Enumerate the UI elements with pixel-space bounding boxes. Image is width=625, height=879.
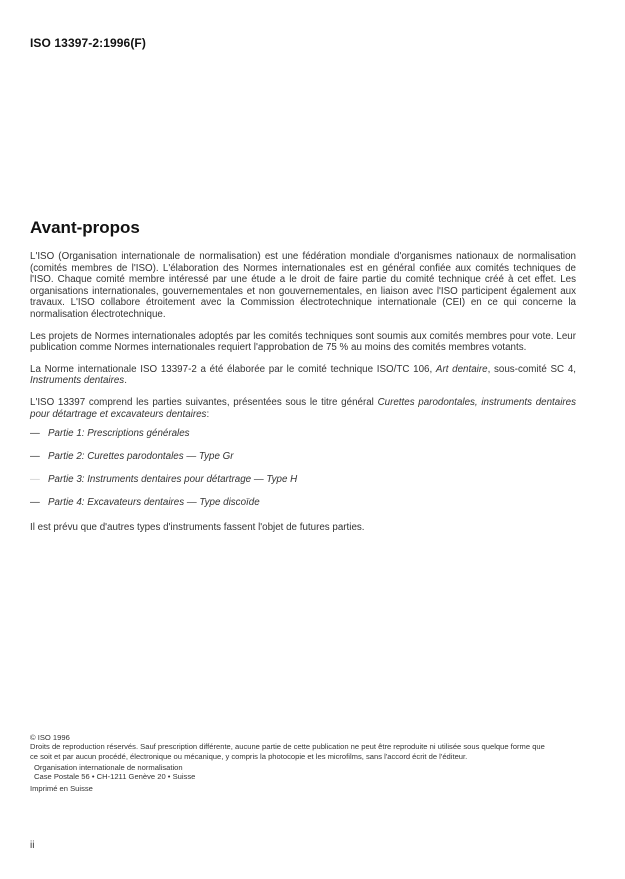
org-name: Organisation internationale de normalisation (34, 762, 183, 772)
list-dash: — (30, 497, 40, 509)
printed-in: Imprimé en Suisse (30, 784, 93, 794)
part-label: Partie 2: Curettes parodontales — Type Gr (48, 451, 234, 463)
paragraph-parts-intro (30, 397, 576, 420)
parts-intro-text: L'ISO 13397 comprend les parties suivantes, présentées sous le titre général (30, 396, 378, 408)
committee-text-2: , sous-comité SC 4, (487, 363, 576, 375)
rights-notice: Droits de reproduction réservés. Sauf prescription différente, aucune partie de cette publication ne peut être reproduite ni utilisée sous quelque forme que ce soit et par aucun procédé, électronique ou mécanique, y compris la photocopie et les microfilms, sans l'accord écrit de l'éditeur. (30, 742, 545, 761)
list-dash: — (30, 428, 40, 440)
document-header: ISO 13397-2:1996(F) (30, 36, 146, 50)
part-label: Partie 4: Excavateurs dentaires — Type discoïde (48, 497, 260, 509)
list-item (30, 428, 576, 440)
page-number: ii (30, 840, 35, 851)
parts-list (30, 428, 576, 509)
list-item (30, 497, 576, 509)
part-label: Partie 3: Instruments dentaires pour détartrage — Type H (48, 474, 298, 486)
foreword-body (30, 251, 576, 544)
paragraph-committee (30, 364, 576, 387)
list-item (30, 474, 576, 486)
list-dash: — (30, 451, 40, 463)
committee-text-1: La Norme internationale ISO 13397-2 a été élaborée par le comité technique ISO/TC 106, (30, 363, 436, 375)
section-title: Avant-propos (30, 218, 140, 237)
general-title: Curettes parodontales, instruments dentaires pour détartrage et excavateurs dentaires (30, 396, 576, 420)
committee-name: Art dentaire (435, 363, 488, 375)
org-address: Case Postale 56 • CH-1211 Genève 20 • Suisse (34, 772, 196, 782)
part-label: Partie 1: Prescriptions générales (48, 428, 190, 440)
list-item (30, 451, 576, 463)
parts-intro-colon: : (206, 408, 210, 420)
subcommittee-name: Instruments dentaires (30, 375, 125, 387)
list-dash: — (30, 474, 40, 486)
copyright-line: © ISO 1996 (30, 733, 70, 742)
paragraph-voting: Les projets de Normes internationales adoptés par les comités techniques sont soumis aux comités membres pour vote. Leur publication comme Normes internationales requiert l'approbation de 75 % au moins des comités membres votants. (30, 330, 576, 354)
committee-text-3: . (124, 375, 127, 387)
paragraph-future-parts: Il est prévu que d'autres types d'instruments fassent l'objet de futures parties. (30, 522, 365, 533)
copyright-block (30, 733, 550, 794)
paragraph-iso-intro: L'ISO (Organisation internationale de normalisation) est une fédération mondiale d'organismes nationaux de normalisation (comités membres de l'ISO). L'élaboration des Normes internationales est en général confiée aux comités techniques de l'ISO. Chaque comité membre intéressé par une étude a le droit de faire partie du comité technique créé à cet effet. Les organisations internationales, gouvernementales et non gouvernementales, en liaison avec l'ISO participent également aux travaux. L'ISO collabore étroitement avec la Commission électrotechnique internationale (CEI) en ce qui concerne la normalisation électrotechnique. (30, 251, 576, 320)
